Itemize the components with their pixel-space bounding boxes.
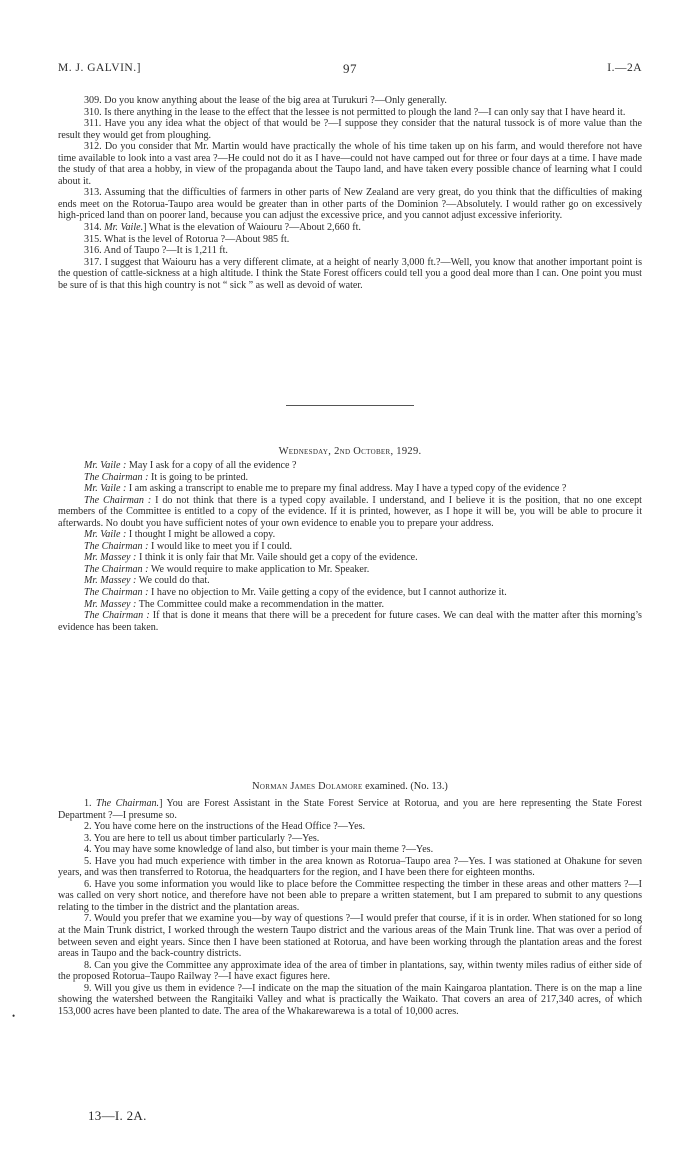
testimony-paragraph xyxy=(58,960,642,983)
discussion-paragraph xyxy=(58,529,642,541)
signature-mark: 13—I. 2A. xyxy=(88,1108,147,1123)
speaker-label: Mr. Vaile : xyxy=(84,460,127,471)
speaker-label: The Chairman. xyxy=(96,798,160,809)
speaker-label: The Chairman : xyxy=(84,610,150,622)
paragraph-text: I think it is only fair that Mr. Vaile should get a copy of the evidence. xyxy=(136,552,418,564)
paragraph-text: I have no objection to Mr. Vaile getting a copy of the evidence, but I cannot authorize it. xyxy=(148,587,507,599)
testimony-paragraph xyxy=(58,245,642,257)
testimony-paragraph xyxy=(58,95,642,107)
questions-309-317 xyxy=(58,95,642,291)
speaker-label: Mr. Massey : xyxy=(84,598,137,610)
paragraph-text: 315. What is the level of Rotorua ?—About 985 ft. xyxy=(84,233,290,245)
page-number: 97 xyxy=(343,61,357,76)
discussion-paragraph xyxy=(58,460,642,472)
paragraph-text: 313. Assuming that the difficulties of farmers in other parts of New Zealand are very great, do you think that the difficulties of making ends meet on the Rotorua-Taupo area would be greater than in other parts of the Dominion ?—Absolutely. I would rather go on excessively high-priced land than on poorer land, because you can adjust the excessive price, and you cannot adjust excessive inferiority. xyxy=(58,187,642,222)
paragraph-text: May I ask for a copy of all the evidence ? xyxy=(126,460,297,471)
paragraph-text: If that is done it means that there will be a precedent for future cases. We can deal with the matter after this morning’s evidence has been taken. xyxy=(58,610,642,633)
testimony-paragraph xyxy=(58,187,642,222)
paragraph-text: 309. Do you know anything about the lease of the big area at Turukuri ?—Only generally. xyxy=(84,95,447,106)
testimony-paragraph xyxy=(58,913,642,959)
paragraph-text: The Committee could make a recommendation in the matter. xyxy=(136,598,385,610)
discussion-paragraph xyxy=(58,472,642,484)
testimony-paragraph xyxy=(58,222,642,234)
question-number: 1. xyxy=(84,798,97,809)
paragraph-text: 2. You have come here on the instructions of the Head Office ?—Yes. xyxy=(84,821,366,833)
discussion-paragraph xyxy=(58,495,642,530)
paragraph-text: 311. Have you any idea what the object of that would be ?—I suppose they consider that the natural tussock is of more value than the result they would get from ploughing. xyxy=(58,118,642,141)
discussion-paragraph xyxy=(58,610,642,633)
paragraph-text: It is going to be printed. xyxy=(148,471,249,483)
testimony-paragraph xyxy=(58,983,642,1018)
discussion-paragraph xyxy=(58,599,642,611)
speaker-label: Mr. Vaile : xyxy=(84,529,127,541)
testimony-paragraph xyxy=(58,879,642,914)
testimony-paragraph xyxy=(58,118,642,141)
discussion-paragraph xyxy=(58,575,642,587)
header-paper-ref: I.—2A xyxy=(607,62,642,74)
question-number: 314. xyxy=(84,222,105,234)
speaker-label: The Chairman : xyxy=(84,587,149,599)
discussion-paragraph xyxy=(58,587,642,599)
testimony-paragraph xyxy=(58,141,642,187)
discussion-paragraph xyxy=(58,483,642,495)
paragraph-text: I would like to meet you if I could. xyxy=(148,540,293,552)
section-divider xyxy=(286,405,414,406)
testimony-paragraph xyxy=(58,257,642,292)
questions-1-9 xyxy=(58,798,642,1017)
speaker-label: Mr. Vaile. xyxy=(104,222,144,234)
paragraph-text: ] You are Forest Assistant in the State Forest Service at Rotorua, and you are here representing the State Forest Department ?—I presume so. xyxy=(58,798,642,821)
discussion-paragraph xyxy=(58,541,642,553)
speaker-label: The Chairman : xyxy=(84,563,149,575)
paragraph-text: I am asking a transcript to enable me to prepare my final address. May I have a typed copy of the evidence ? xyxy=(126,483,567,495)
paragraph-text: 3. You are here to tell us about timber particularly ?—Yes. xyxy=(84,832,320,844)
committee-discussion xyxy=(58,460,642,633)
paragraph-text: I do not think that there is a typed copy available. I understand, and I believe it is the position, that no one except members of the Committee is entitled to a copy of the evidence. If it is printed, however, as I hope it will be, you will be able to procure it afterwards. No doubt you have sufficient notes of your own evidence to enable you to prepare your address. xyxy=(58,494,642,529)
speaker-label: Mr. Massey : xyxy=(84,552,137,564)
witness-heading xyxy=(0,781,700,792)
session-date: Wednesday, 2nd October, 1929. xyxy=(278,446,422,457)
discussion-paragraph xyxy=(58,552,642,564)
testimony-paragraph xyxy=(58,798,642,821)
witness-heading-rest: examined. (No. 13.) xyxy=(362,781,448,792)
paragraph-text: ] What is the elevation of Waiouru ?—About 2,660 ft. xyxy=(143,222,361,234)
paragraph-text: 7. Would you prefer that we examine you—by way of questions ?—I would prefer that course, if it is in order. When stationed for so long at the Main Trunk district, I worked through the western Taupo district and the various areas of the Main Trunk line. That was over a period of between seven and eight years. Since then I have been stationed at Rotorua, and have been working through the plantation areas and the forest areas in Taupo and the back-country districts. xyxy=(58,913,642,960)
margin-mark: • xyxy=(12,1011,16,1021)
paragraph-text: 317. I suggest that Waiouru has a very different climate, at a height of nearly 3,000 ft.?—Well, you know that another important point is the question of cattle-sickness at a high altitude. I think the State Forest officers could tell you a good deal more than I can. One point you must be sure of is that this high country is not “ sick ” as well as devoid of water. xyxy=(58,256,642,291)
paragraph-text: 8. Can you give the Committee any approximate idea of the area of timber in plantations, say, within twenty miles radius of either side of the proposed Rotorua–Taupo Railway ?—I have exact figures here. xyxy=(58,959,642,983)
paragraph-text: 5. Have you had much experience with timber in the area known as Rotorua–Taupo area ?—Yes. I was stationed at Ohakune for seven years, and was then transferred to Rotorua, the headquarters for the region, and I have been there for eighteen months. xyxy=(58,855,642,879)
paragraph-text: 4. You may have some knowledge of land also, but timber is your main theme ?—Yes. xyxy=(84,844,434,856)
testimony-paragraph xyxy=(58,844,642,856)
testimony-paragraph xyxy=(58,833,642,845)
paragraph-text: 9. Will you give us them in evidence ?—I indicate on the map the situation of the main Kaingaroa plantation. There is on the map a line showing the watershed between the Rangitaiki Valley and what is practically the Waikato. That covers an area of 217,340 acres, of which 153,000 acres have been planted to date. The area of the Whakarewarewa is a total of 10,000 acres. xyxy=(58,982,642,1017)
speaker-label: The Chairman : xyxy=(84,494,152,506)
speaker-label: The Chairman : xyxy=(84,471,149,483)
speaker-label: The Chairman : xyxy=(84,540,149,552)
paragraph-text: 310. Is there anything in the lease to the effect that the lessee is not permitted to plough the land ?—I can only say that I have heard it. xyxy=(84,106,626,118)
paragraph-text: 6. Have you some information you would like to place before the Committee respecting the timber in these areas and other matters ?—I was called on very short notice, and therefore have not been able to prepare a written statement, but I am prepared to submit to any questions relating to the timber in the district and the plantation areas. xyxy=(58,878,642,913)
testimony-paragraph xyxy=(58,856,642,879)
witness-name: Norman James Dolamore xyxy=(252,781,363,792)
paragraph-text: 316. And of Taupo ?—It is 1,211 ft. xyxy=(84,245,228,257)
paragraph-text: I thought I might be allowed a copy. xyxy=(126,529,276,541)
speaker-label: Mr. Massey : xyxy=(84,575,137,587)
header-witness: M. J. GALVIN.] xyxy=(58,62,141,74)
discussion-paragraph xyxy=(58,564,642,576)
paragraph-text: We would require to make application to Mr. Speaker. xyxy=(148,563,370,575)
testimony-paragraph xyxy=(58,234,642,246)
speaker-label: Mr. Vaile : xyxy=(84,483,127,495)
paragraph-text: We could do that. xyxy=(136,575,210,587)
paragraph-text: 312. Do you consider that Mr. Martin would have practically the whole of his time taken up on his farm, and would therefore not have time available to look into a vast area ?—He could not do it as I have—could not have camped out for three or four days at a time. I have made the study of that area a hobby, in view of the propaganda about the Taupo land, and have taken every possible chance of learning what I could about it. xyxy=(58,141,642,187)
testimony-paragraph xyxy=(58,821,642,833)
testimony-paragraph xyxy=(58,107,642,119)
running-header xyxy=(58,62,642,78)
